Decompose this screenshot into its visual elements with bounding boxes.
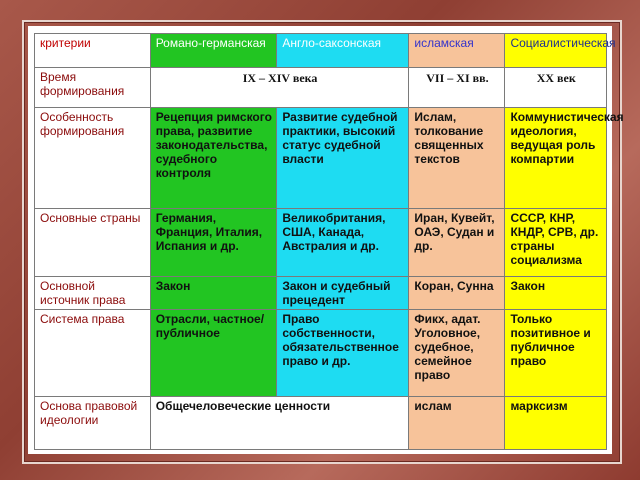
ideology-islamic: ислам xyxy=(409,397,505,450)
source-romano-germanic: Закон xyxy=(150,277,277,310)
era-romano-anglo: IX – XIV века xyxy=(150,68,409,108)
ideology-socialist: марксизм xyxy=(505,397,607,450)
feature-socialist: Коммунистическая идеология, ведущая роль компартии xyxy=(505,108,607,209)
header-romano-germanic: Романо-германская xyxy=(150,34,277,68)
row-source xyxy=(35,277,607,310)
row-label-ideology: Основа правовой идеологии xyxy=(35,397,151,450)
source-anglo-saxon: Закон и судебный прецедент xyxy=(277,277,409,310)
countries-romano-germanic: Германия, Франция, Италия, Испания и др. xyxy=(150,209,277,277)
row-label-system: Система права xyxy=(35,310,151,397)
row-label-countries: Основные страны xyxy=(35,209,151,277)
source-islamic: Коран, Сунна xyxy=(409,277,505,310)
header-socialist: Социалистическая xyxy=(505,34,607,68)
header-row xyxy=(35,34,607,68)
system-romano-germanic: Отрасли, частное/ публичное xyxy=(150,310,277,397)
row-label-feature: Особенность формирования xyxy=(35,108,151,209)
row-ideology xyxy=(35,397,607,450)
header-anglo-saxon: Англо-саксонская xyxy=(277,34,409,68)
row-feature xyxy=(35,108,607,209)
countries-anglo-saxon: Великобритания, США, Канада, Австралия и др. xyxy=(277,209,409,277)
system-socialist: Только позитивное и публичное право xyxy=(505,310,607,397)
feature-romano-germanic: Рецепция римского права, развитие законодательства, судебного контроля xyxy=(150,108,277,209)
ideology-romano-anglo: Общечеловеческие ценности xyxy=(150,397,409,450)
row-label-era: Время формирования xyxy=(35,68,151,108)
countries-socialist: СССР, КНР, КНДР, СРВ, др. страны социализма xyxy=(505,209,607,277)
countries-islamic: Иран, Кувейт, ОАЭ, Судан и др. xyxy=(409,209,505,277)
row-countries xyxy=(35,209,607,277)
row-era xyxy=(35,68,607,108)
era-islamic: VII – XI вв. xyxy=(409,68,505,108)
header-criteria: критерии xyxy=(35,34,151,68)
header-islamic: исламская xyxy=(409,34,505,68)
system-anglo-saxon: Право собственности, обязательственное право и др. xyxy=(277,310,409,397)
legal-systems-table xyxy=(34,33,624,450)
feature-islamic: Ислам, толкование священных текстов xyxy=(409,108,505,209)
row-label-source: Основной источник права xyxy=(35,277,151,310)
feature-anglo-saxon: Развитие судебной практики, высокий статус судебной власти xyxy=(277,108,409,209)
source-socialist: Закон xyxy=(505,277,607,310)
system-islamic: Фикх, адат. Уголовное, судебное, семейное право xyxy=(409,310,505,397)
row-system xyxy=(35,310,607,397)
era-socialist: XX век xyxy=(505,68,607,108)
